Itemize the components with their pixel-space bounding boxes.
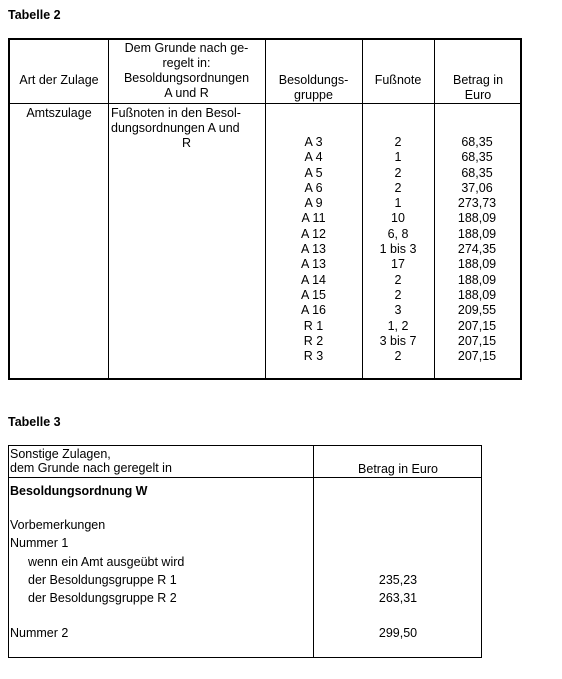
fussnoten-column: 2 1 2 2 1 10 6, 8 1 bis 3 17 2 2 3 1, 2 3 bis 7 2: [379, 135, 417, 364]
header-grund-line: Dem Grunde nach ge-: [124, 41, 249, 55]
vorbemerkungen-label: Vorbemerkungen: [10, 518, 106, 532]
grund-value-line: Fußnoten in den Besol-: [111, 106, 241, 120]
table3: [8, 445, 482, 658]
grund-value-line: dungsordnungen A und: [111, 121, 240, 135]
betraege-column: 68,35 68,35 68,35 37,06 273,73 188,09 188,09 274,35 188,09 188,09 188,09 209,55 207,15 207,15 207,15: [457, 135, 497, 364]
table2: [8, 38, 522, 380]
grund-value: [108, 106, 265, 151]
header-divider: [9, 477, 481, 478]
header-betrag-line: Betrag in: [452, 73, 504, 87]
header-divider: [10, 103, 520, 104]
r2-label: der Besoldungsgruppe R 2: [28, 591, 177, 605]
header-grund-line: regelt in:: [162, 56, 211, 70]
table3-heading: Tabelle 3: [8, 415, 61, 429]
r2-value: 263,31: [378, 591, 418, 605]
r1-value: 235,23: [378, 573, 418, 587]
header-betrag: Betrag in Euro: [358, 462, 438, 476]
header-grund-line: A und R: [164, 86, 209, 100]
table2-heading: Tabelle 2: [8, 8, 61, 22]
header-gruppe: [265, 73, 362, 103]
nummer1-label: Nummer 1: [10, 536, 69, 550]
nummer2-value: 299,50: [378, 626, 418, 640]
header-fussnote: Fußnote: [374, 73, 422, 87]
wenn-label: wenn ein Amt ausgeübt wird: [28, 555, 185, 569]
art-value: Amtszulage: [26, 106, 92, 120]
header-gruppe-line: gruppe: [294, 88, 333, 102]
header-zulagen-line: Sonstige Zulagen,: [10, 447, 111, 461]
gruppen-column: A 3 A 4 A 5 A 6 A 9 A 11 A 12 A 13 A 13 A 14 A 15 A 16 R 1 R 2 R 3: [300, 135, 327, 364]
header-zulagen-line: dem Grunde nach geregelt in: [10, 461, 172, 475]
grund-value-line: R: [181, 136, 192, 150]
header-art: Art der Zulage: [19, 73, 99, 87]
r1-label: der Besoldungsgruppe R 1: [28, 573, 177, 587]
section-title: Besoldungsordnung W: [10, 484, 148, 498]
header-gruppe-line: Besoldungs-: [278, 73, 349, 87]
header-grund: [108, 41, 265, 101]
header-betrag: [434, 73, 522, 103]
header-betrag-line: Euro: [464, 88, 492, 102]
header-grund-line: Besoldungsordnungen: [123, 71, 250, 85]
nummer2-label: Nummer 2: [10, 626, 69, 640]
